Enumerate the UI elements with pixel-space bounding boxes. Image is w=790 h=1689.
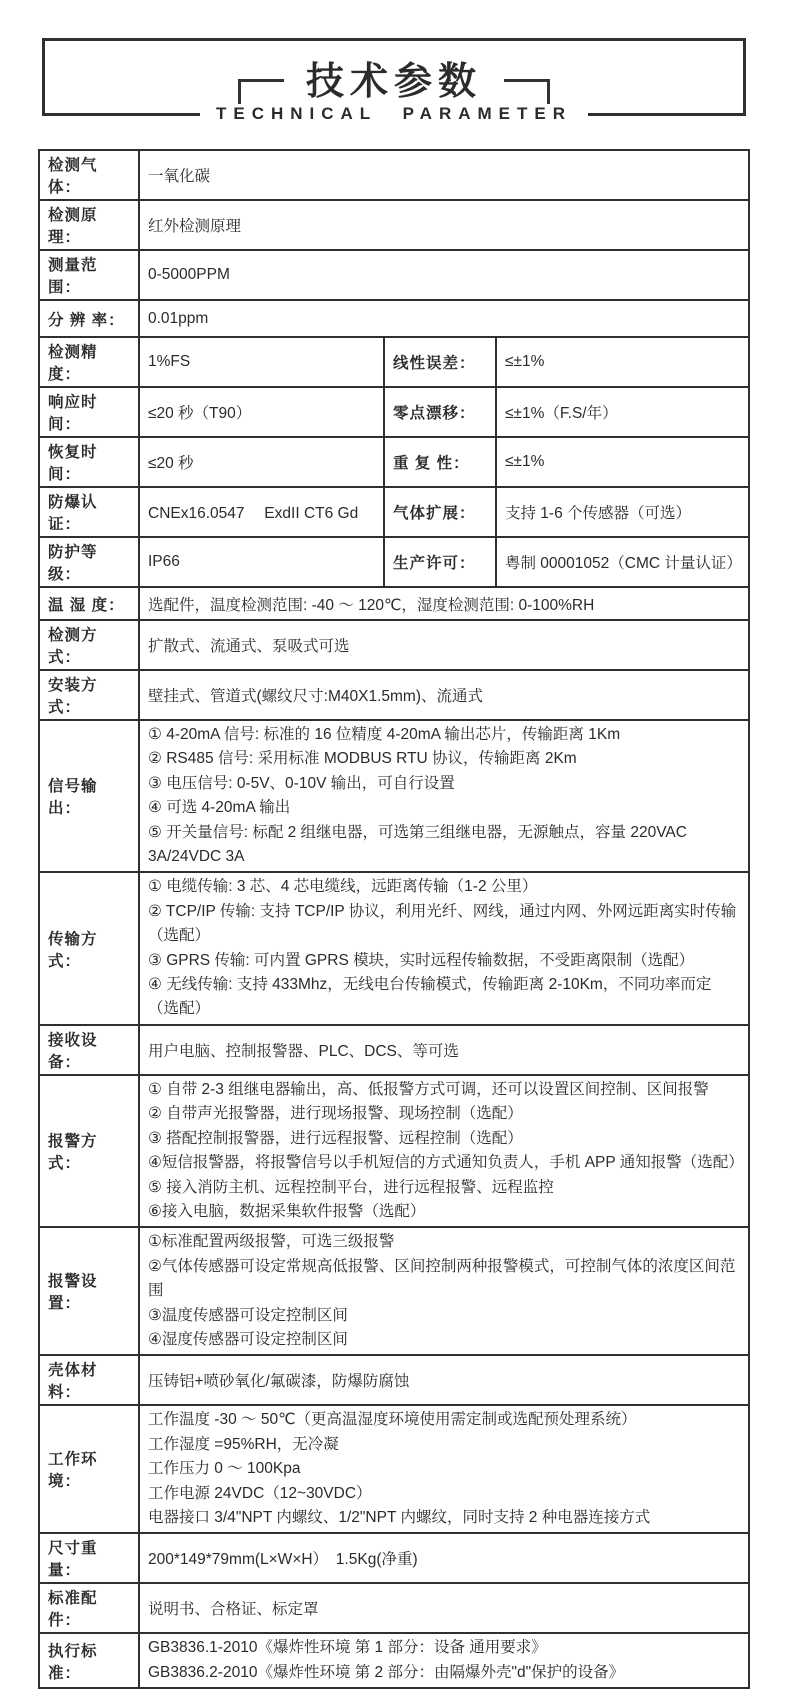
- row-label: 防护等级：: [39, 537, 139, 587]
- row-value-secondary: ≤±1%: [496, 337, 749, 387]
- table-row: [39, 872, 749, 1024]
- row-label: 检测原理：: [39, 200, 139, 250]
- row-label-secondary: 气体扩展：: [384, 487, 496, 537]
- table-row: [39, 1355, 749, 1405]
- row-value: 1%FS: [139, 337, 384, 387]
- row-label: 传输方式：: [39, 872, 139, 1024]
- table-row: [39, 720, 749, 872]
- row-value: 说明书、合格证、标定罩: [139, 1583, 749, 1633]
- spec-line: ③温度传感器可设定控制区间: [148, 1306, 348, 1324]
- spec-line: GB3836.1-2010《爆炸性环境 第 1 部分：设备 通用要求》: [148, 1639, 547, 1657]
- page-title: 技术参数: [305, 60, 482, 103]
- table-row: [39, 1075, 749, 1227]
- row-label: 检测精度：: [39, 337, 139, 387]
- table-row: [39, 200, 749, 250]
- spec-line: 工作湿度 =95%RH，无冷凝: [148, 1435, 339, 1453]
- spec-line: ⑥接入电脑，数据采集软件报警（选配）: [148, 1202, 426, 1220]
- row-label: 报警方式：: [39, 1075, 139, 1227]
- row-label: 响应时间：: [39, 387, 139, 437]
- row-label-secondary: 线性误差：: [384, 337, 496, 387]
- page-subtitle: TECHNICAL PARAMETER: [200, 104, 588, 124]
- row-label: 壳体材料：: [39, 1355, 139, 1405]
- spec-line: 工作温度 -30 ～ 50℃（更高温湿度环境使用需定制或选配预处理系统）: [148, 1411, 637, 1429]
- table-row: [39, 1227, 749, 1355]
- table-row: [39, 537, 749, 587]
- row-label: 报警设置：: [39, 1227, 139, 1355]
- row-value: 壁挂式、管道式(螺纹尺寸:M40X1.5mm)、流通式: [139, 670, 749, 720]
- spec-line: ⑤ 接入消防主机、远程控制平台，进行远程报警、远程监控: [148, 1178, 554, 1196]
- row-value: 0-5000PPM: [139, 250, 749, 300]
- spec-line: ④短信报警器，将报警信号以手机短信的方式通知负责人，手机 APP 通知报警（选配）: [148, 1154, 744, 1172]
- spec-line: ④湿度传感器可设定控制区间: [148, 1330, 348, 1348]
- table-row: [39, 587, 749, 620]
- row-label: 分 辨 率：: [39, 300, 139, 337]
- spec-line: GB3836.2-2010《爆炸性环境 第 2 部分：由隔爆外壳"d"保护的设备》: [148, 1663, 625, 1681]
- table-row: [39, 1025, 749, 1075]
- spec-line: ④ 可选 4-20mA 输出: [148, 799, 291, 817]
- spec-line: ② 自带声光报警器，进行现场报警、现场控制（选配）: [148, 1105, 523, 1123]
- row-value: 压铸铝+喷砂氧化/氟碳漆，防爆防腐蚀: [139, 1355, 749, 1405]
- row-value-secondary: ≤±1%: [496, 437, 749, 487]
- row-value: ≤20 秒（T90）: [139, 387, 384, 437]
- spec-line: ②气体传感器可设定常规高低报警、区间控制两种报警模式，可控制气体的浓度区间范围: [148, 1257, 736, 1300]
- spec-line: ③ 搭配控制报警器，进行远程报警、远程控制（选配）: [148, 1129, 523, 1147]
- row-label: 标准配件：: [39, 1583, 139, 1633]
- spec-line: ① 4-20mA 信号: 标准的 16 位精度 4-20mA 输出芯片，传输距离 1Km: [148, 726, 621, 743]
- table-row: [39, 487, 749, 537]
- table-row: [39, 1405, 749, 1533]
- table-row: [39, 387, 749, 437]
- row-label-secondary: 生产许可：: [384, 537, 496, 587]
- row-value: 红外检测原理: [139, 200, 749, 250]
- row-label: 检测方式：: [39, 620, 139, 670]
- row-value: 200*149*79mm(L×W×H） 1.5Kg(净重): [139, 1533, 749, 1583]
- row-value-secondary: ≤±1%（F.S/年）: [496, 387, 749, 437]
- row-value-secondary: 粤制 00001052（CMC 计量认证）: [496, 537, 749, 587]
- row-value: 扩散式、流通式、泵吸式可选: [139, 620, 749, 670]
- row-label: 测量范围：: [39, 250, 139, 300]
- spec-table-body: [39, 150, 749, 1688]
- row-label: 恢复时间：: [39, 437, 139, 487]
- row-value: CNEx16.0547 ExdII CT6 Gd: [139, 487, 384, 537]
- row-value: ≤20 秒: [139, 437, 384, 487]
- row-label: 信号输出：: [39, 720, 139, 872]
- spec-line: ③ 电压信号: 0-5V、0-10V 输出，可自行设置: [148, 774, 455, 792]
- spec-line: 电器接口 3/4"NPT 内螺纹、1/2"NPT 内螺纹，同时支持 2 种电器连接方式: [148, 1508, 651, 1526]
- spec-line: ② RS485 信号: 采用标准 MODBUS RTU 协议，传输距离 2Km: [148, 750, 577, 768]
- row-value: 选配件，温度检测范围: -40 ～ 120℃，湿度检测范围: 0-100%RH: [139, 587, 749, 620]
- row-value: [139, 1633, 749, 1688]
- row-label: 防爆认证：: [39, 487, 139, 537]
- row-label: 安装方式：: [39, 670, 139, 720]
- spec-line: ⑤ 开关量信号: 标配 2 组继电器，可选第三组继电器，无源触点，容量 220VAC 3A/24VDC 3A: [148, 823, 687, 866]
- spec-line: 工作压力 0 ～ 100Kpa: [148, 1460, 301, 1478]
- spec-table: [38, 149, 750, 1689]
- row-label: 尺寸重量：: [39, 1533, 139, 1583]
- row-value: [139, 1227, 749, 1355]
- row-value: [139, 1405, 749, 1533]
- table-row: [39, 337, 749, 387]
- spec-line: 工作电源 24VDC（12~30VDC）: [148, 1484, 372, 1502]
- row-label: 接收设备：: [39, 1025, 139, 1075]
- table-row: [39, 300, 749, 337]
- row-value: [139, 1075, 749, 1227]
- row-label: 温 湿 度：: [39, 587, 139, 620]
- table-row: [39, 1633, 749, 1688]
- row-label-secondary: 重 复 性：: [384, 437, 496, 487]
- spec-line: ④ 无线传输: 支持 433Mhz，无线电台传输模式，传输距离 2-10Km，不同功率而定（选配）: [148, 976, 712, 1018]
- row-label: 工作环境：: [39, 1405, 139, 1533]
- page: [0, 38, 790, 1689]
- row-value: IP66: [139, 537, 384, 587]
- row-value-secondary: 支持 1-6 个传感器（可选）: [496, 487, 749, 537]
- row-label: 检测气体：: [39, 150, 139, 200]
- row-label: 执行标准：: [39, 1633, 139, 1688]
- row-value: [139, 720, 749, 872]
- spec-line: ① 自带 2-3 组继电器输出，高、低报警方式可调，还可以设置区间控制、区间报警: [148, 1080, 709, 1098]
- table-row: [39, 1583, 749, 1633]
- spec-line: ③ GPRS 传输: 可内置 GPRS 模块，实时远程传输数据，不受距离限制（选配）: [148, 951, 695, 969]
- spec-line: ①标准配置两级报警，可选三级报警: [148, 1233, 395, 1251]
- table-row: [39, 150, 749, 200]
- header-box: [42, 38, 746, 123]
- row-label-secondary: 零点漂移：: [384, 387, 496, 437]
- table-row: [39, 620, 749, 670]
- row-value: [139, 872, 749, 1024]
- table-row: [39, 1533, 749, 1583]
- spec-line: ② TCP/IP 传输: 支持 TCP/IP 协议，利用光纤、网线，通过内网、外网远距离实时传输（选配）: [148, 902, 737, 945]
- spec-line: ① 电缆传输: 3 芯、4 芯电缆线，远距离传输（1-2 公里）: [148, 878, 538, 896]
- row-value: 一氧化碳: [139, 150, 749, 200]
- table-row: [39, 670, 749, 720]
- table-row: [39, 250, 749, 300]
- table-row: [39, 437, 749, 487]
- corner-bracket-right-icon: [504, 79, 550, 107]
- row-value: 0.01ppm: [139, 300, 749, 337]
- corner-bracket-left-icon: [238, 79, 284, 107]
- header-inner: [45, 41, 743, 113]
- row-value: 用户电脑、控制报警器、PLC、DCS、等可选: [139, 1025, 749, 1075]
